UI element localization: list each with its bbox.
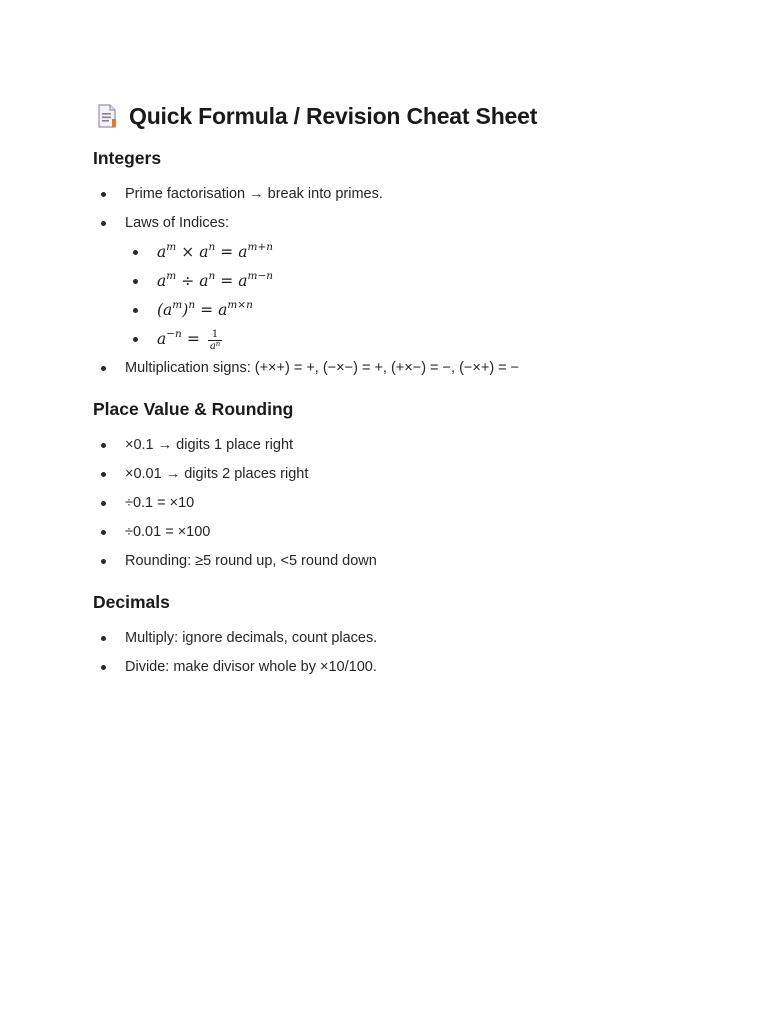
section-heading: Place Value & Rounding	[93, 399, 294, 419]
section-heading: Decimals	[93, 592, 170, 612]
list-item: ÷0.01 = ×100	[93, 518, 713, 547]
list-item: Divide: make divisor whole by ×10/100.	[93, 653, 713, 682]
list-item: Multiply: ignore decimals, count places.	[93, 624, 713, 653]
cheat-sheet-page	[93, 96, 713, 682]
list-item: ÷0.1 = ×10	[93, 489, 713, 518]
section-place-value-rounding	[93, 397, 713, 576]
fraction: $\frac{1}{a^n}$	[209, 328, 221, 352]
indices-formula-list	[125, 238, 713, 354]
list-item-label: Laws of Indices:	[125, 215, 229, 231]
list-item: ×0.01 → digits 2 places right	[93, 460, 713, 489]
page-title: Quick Formula / Revision Cheat Sheet	[129, 102, 538, 129]
decimals-list	[93, 624, 713, 682]
place-value-list	[93, 431, 713, 576]
formula-power-rule: $(a^m)^n = a^{m\times n}$	[125, 296, 713, 325]
list-item: Prime factorisation → break into primes.	[93, 180, 713, 209]
section-integers	[93, 146, 713, 383]
integers-list	[93, 180, 713, 383]
page-title-row	[93, 96, 713, 136]
list-item-laws-of-indices	[93, 209, 713, 354]
document-icon	[97, 104, 117, 128]
formula-product-rule: $a^m \times a^n = a^{m+n}$	[125, 238, 713, 267]
list-item: ×0.1 → digits 1 place right	[93, 431, 713, 460]
list-item: Multiplication signs: (+×+) = +, (−×−) = +, (+×−) = −, (−×+) = −	[93, 354, 713, 383]
formula-quotient-rule: $a^m \div a^n = a^{m-n}$	[125, 267, 713, 296]
list-item: Rounding: ≥5 round up, <5 round down	[93, 547, 713, 576]
section-decimals	[93, 590, 713, 682]
formula-negative-exponent: $a^{-n}$ = $\frac{1}{a^n}$	[125, 325, 713, 354]
section-heading: Integers	[93, 148, 162, 168]
